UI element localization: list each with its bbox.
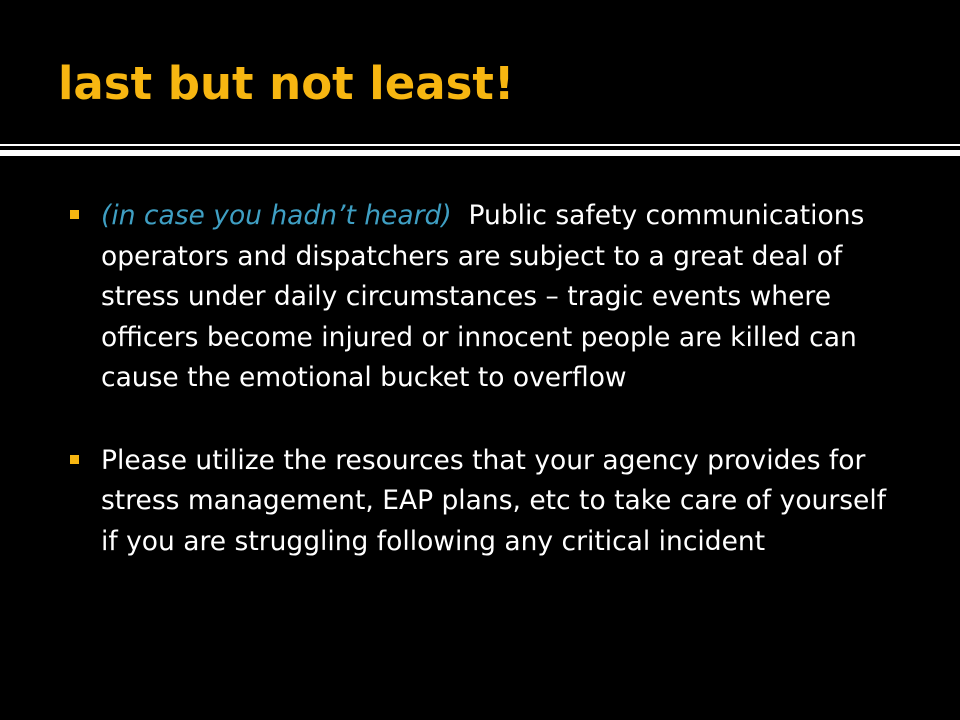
bullet-item-stress: [0, 196, 900, 399]
square-bullet-icon: [70, 455, 79, 464]
bullet-item-resources: [0, 441, 900, 563]
square-bullet-icon: [70, 210, 79, 219]
bullet-aside: (in case you hadn’t heard): [101, 200, 452, 231]
bullet-text: Public safety communications operators and dispatchers are subject to a great deal of stress under daily circumstances – tragic events where officers become injured or innocent people are killed can cause the emotional bucket to overflow: [101, 200, 865, 393]
bullet-text: Please utilize the resources that your agency provides for stress management, EAP plans, etc to take care of yourself if you are struggling following any critical incident: [101, 444, 887, 557]
title-divider-thin: [0, 144, 960, 146]
bullet-list: [0, 196, 900, 562]
slide-title: last but not least!: [58, 57, 515, 110]
title-divider-thick: [0, 150, 960, 156]
